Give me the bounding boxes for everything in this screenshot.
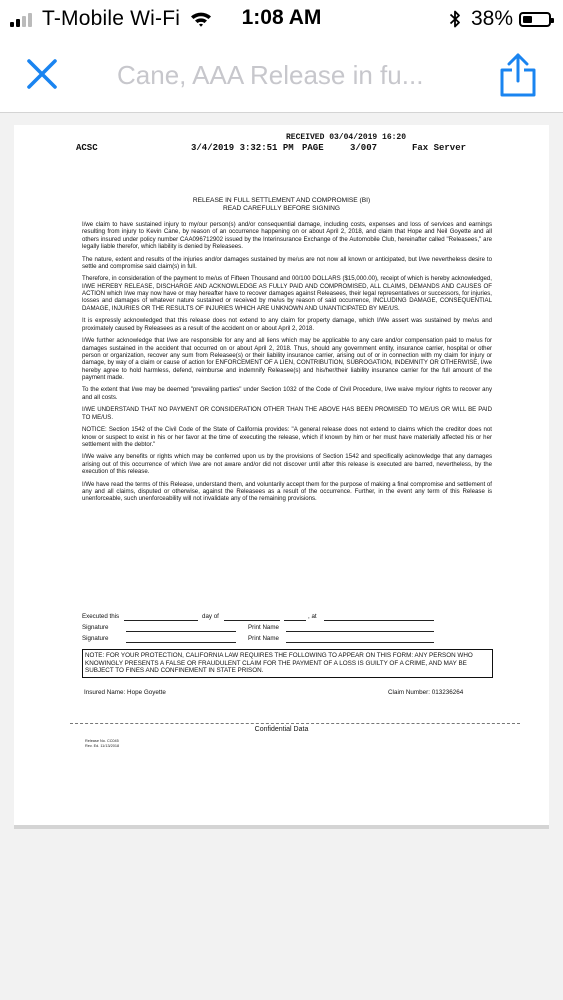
executed-day-line <box>124 613 198 621</box>
paragraph-waiver: I/We waive any benefits or rights which may be conferred upon us by the provisions of Section 1542 and specifically acknowledge that any damages arising out of this occurrence of which I/we are not aware and/or did not discover until after this release is executed are barred, nevertheless, by the execution of this release. <box>82 453 492 476</box>
fax-server: Fax Server <box>412 143 467 153</box>
status-left <box>10 6 212 32</box>
print-name-line-1 <box>286 624 434 632</box>
print-name-label: Print Name <box>248 624 279 631</box>
signature-row-2 <box>82 635 492 646</box>
day-of-label: day of <box>202 613 219 620</box>
executed-row <box>82 613 492 624</box>
claim-number: Claim Number: 013236264 <box>388 689 464 696</box>
signature-line-2 <box>126 635 236 643</box>
fax-received-stamp: RECEIVED 03/04/2019 16:20 <box>286 133 407 142</box>
carrier-label: T-Mobile Wi-Fi <box>42 7 181 30</box>
status-bar <box>0 0 563 38</box>
paragraph-costs: To the extent that I/we may be deemed "prevailing parties" under Section 1032 of the Code of Civil Procedure, I/we waive my/our rights to recover any and all costs. <box>82 386 492 401</box>
form-revision <box>85 739 119 748</box>
print-name-label: Print Name <box>248 635 279 642</box>
print-name-line-2 <box>286 635 434 643</box>
fax-page-label: PAGE <box>302 143 324 153</box>
revision-date: Rev. Ed. 11/13/2018 <box>85 743 120 748</box>
fax-datetime: 3/4/2019 3:32:51 PM <box>191 143 294 153</box>
at-label: , at <box>308 613 317 620</box>
executed-month-line <box>224 613 280 621</box>
bluetooth-icon <box>449 9 461 29</box>
wifi-icon <box>190 11 212 27</box>
share-icon <box>498 52 538 98</box>
release-subtitle: READ CAREFULLY BEFORE SIGNING <box>222 205 340 212</box>
confidential-divider <box>70 723 520 724</box>
clock: 1:08 AM <box>241 6 322 29</box>
navigation-bar <box>0 38 563 113</box>
insured-row <box>84 689 494 696</box>
page-shadow <box>14 825 549 829</box>
insured-name: Insured Name: Hope Goyette <box>84 689 166 696</box>
paragraph-nature: The nature, extent and results of the injuries and/or damages sustained by me/us are not now all known or anticipated, but I/we nevertheless desire to settle and compromise said claim(s) in full. <box>82 255 492 270</box>
paragraph-read-terms: I/We have read the terms of this Release, understand them, and voluntarily accept them for the purpose of making a final compromise and settlement of any and all claims, disputed or otherwise, against the Releasees as a result of the occurrence. Further, in the event any term of this Release is unenforceable, such unenforceability will not invalidate any of the remaining provisions. <box>82 480 492 503</box>
paragraph-no-payment: I/WE UNDERSTAND THAT NO PAYMENT OR CONSIDERATION OTHER THAN THE ABOVE HAS BEEN PROMISED TO ME/US OR WILL BE PAID TO ME/US. <box>82 406 492 421</box>
paragraph-claim: I/we claim to have sustained injury to my/our person(s) and/or consequential damage, including costs, expenses and loss of services and earnings resulting from injury to Kevin Cane, by reason of an occurrence happening on or about April 2, 2018, and claim that Hope and Neil Goyette and all others insured under policy number CAA096712902 issued by the Interinsurance Exchange of the Automobile Club, hereinafter called "Releasees," are legally liable therefor, which liability is denied by Releasees. <box>82 221 492 251</box>
paragraph-liens: I/We further acknowledge that I/we are responsible for any and all liens which may be applicable to any care and/or compensation paid to me/us for damages sustained in the accident that occurred on or about April 2, 2018. Thus, should any government entity, insurance carrier, hospital or other person or organization, recover any sum from Releasee(s) or their liability insurance carrier, arising out of or in connection with my claim for injury or damage, by way of a claim or cause of action for ENFORCEMENT OF A LIEN, CONTRIBUTION, SUBROGATION, INDEMNITY OR OTHERWISE, I/we hereby agree to hold harmless, defend, reimburse and indemnify Releasee(s) and his/her/their liability insurance carrier for the full amount of the payment made. <box>82 337 492 381</box>
paragraph-property-damage: It is expressly acknowledged that this release does not extend to any claim for property damage, which I/We assert was sustained by me/us and proximately caused by Releasees as a result of the accident on or about April 2, 2018. <box>82 317 492 332</box>
share-button[interactable] <box>498 52 538 98</box>
document-title: Cane, AAA Release in fu... <box>117 60 424 90</box>
close-button[interactable] <box>24 56 60 92</box>
confidential-label: Confidential Data <box>254 726 309 733</box>
release-number: Release No. CC045 <box>85 739 119 743</box>
signature-row-1 <box>82 624 492 635</box>
executed-year-line <box>284 613 306 621</box>
battery-cap <box>551 18 554 23</box>
battery-icon <box>519 12 551 27</box>
fraud-notice-box: NOTE: FOR YOUR PROTECTION, CALIFORNIA LAW REQUIRES THE FOLLOWING TO APPEAR ON THIS FORM: ANY PERSON WHO KNOWINGLY PRESENTS A FALSE OR FRAUDULENT CLAIM FOR THE PAYMENT OF A LOSS IS GUILTY OF A CRIME, AND MAY BE SUBJECT TO FINES AND CONFINEMENT IN STATE PRISON. <box>82 649 493 678</box>
battery-percent: 38% <box>470 7 513 30</box>
signal-strength-icon <box>10 11 34 27</box>
document-page[interactable] <box>14 125 549 825</box>
signature-label: Signature <box>82 624 109 631</box>
signature-area <box>82 613 492 646</box>
paragraph-consideration: Therefore, in consideration of the payment to me/us of Fifteen Thousand and 00/100 DOLLARS ($15,000.00), receipt of which is hereby acknowledged, I/WE HEREBY RELEASE, DISCHARGE AND ACKNOWLEDGE AS FULLY PAID AND COMPROMISED, ALL CLAIMS, DEMANDS AND CAUSES OF ACTION which I/we may now have or may hereafter have to recover damages against Releasees, their legal representatives or successors, for injuries, losses and damages of whatever nature sustained or received by me/us by reason of said occurrence, INCLUDING DAMAGE, CONSEQUENTIAL DAMAGE, INJURIES OR THE RESULTS OF INJURIES WHICH ARE UNKNOWN AND UNANTICIPATED BY ME/US. <box>82 275 492 312</box>
battery-level <box>523 16 532 23</box>
release-title: RELEASE IN FULL SETTLEMENT AND COMPROMISE (BI) <box>192 197 371 204</box>
fax-sender: ACSC <box>76 143 98 153</box>
status-right <box>449 6 551 32</box>
signature-label: Signature <box>82 635 109 642</box>
executed-place-line <box>324 613 434 621</box>
release-body <box>82 221 492 508</box>
paragraph-section-1542: NOTICE: Section 1542 of the Civil Code of the State of California provides: "A general release does not extend to claims which the creditor does not know or suspect to exist in his or her favor at the time of executing the release, which if known by him or her must have materially affected his or her settlement with the debtor." <box>82 426 492 448</box>
close-icon <box>24 56 60 92</box>
fax-page-number: 3/007 <box>350 143 378 153</box>
executed-label: Executed this <box>82 613 120 620</box>
signature-line-1 <box>126 624 236 632</box>
